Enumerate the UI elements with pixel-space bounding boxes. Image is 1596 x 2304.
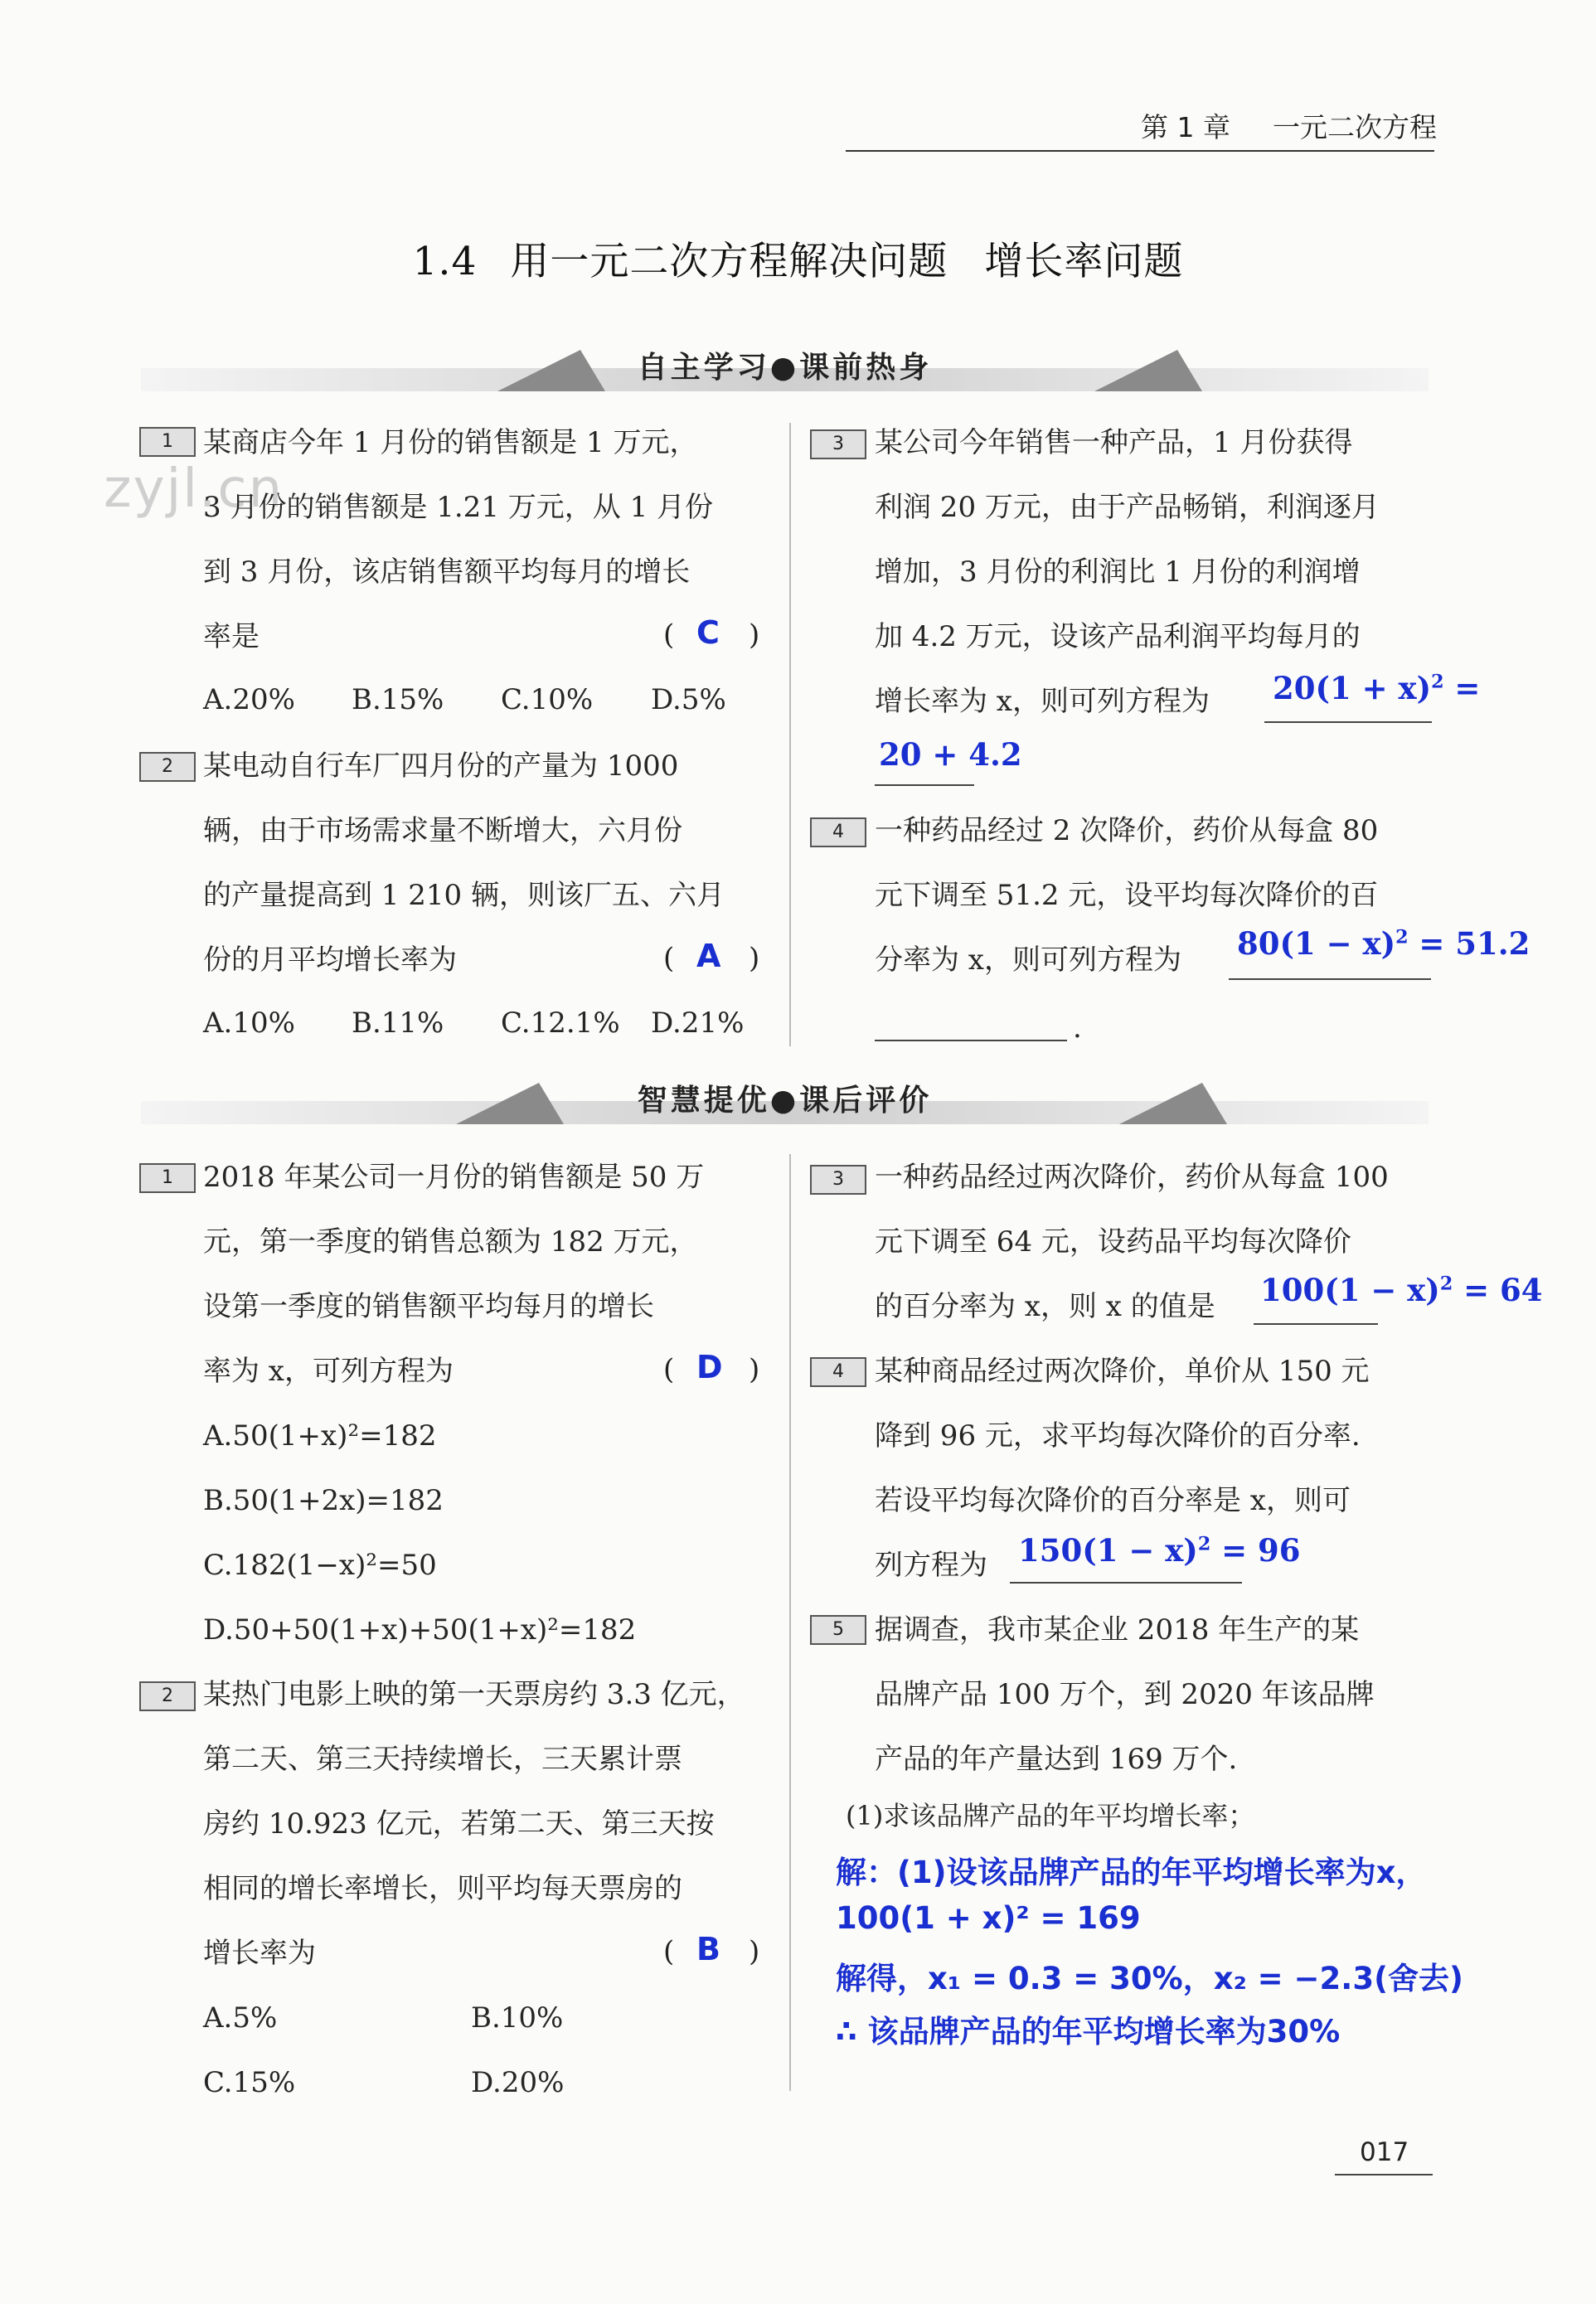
question-text: 辆，由于市场需求量不断增大，六月份 [203, 814, 682, 847]
question-text: 元下调至 51.2 元，设平均每次降价的百 [875, 879, 1379, 912]
answer-bracket: ( [663, 942, 675, 975]
handwritten-equation: 20 + 4.2 [879, 736, 1022, 773]
question-text: 产品的年产量达到 169 万个. [875, 1743, 1238, 1776]
column-divider-bottom [789, 1154, 791, 2091]
question-text: 增长率为 x，则可列方程为 [875, 685, 1210, 718]
question-text: 列方程为 [875, 1549, 987, 1582]
option: D.5% [651, 683, 726, 716]
sentence-end: . [1073, 1011, 1082, 1045]
handwritten-choice: D [696, 1349, 723, 1385]
question-text: 若设平均每次降价的百分率是 x，则可 [875, 1484, 1351, 1517]
question-text: 分率为 x，则可列方程为 [875, 943, 1181, 977]
section-title [0, 230, 1596, 286]
answer-bracket: ( [663, 1353, 675, 1386]
answer-blank [1264, 721, 1432, 723]
chapter-header [1141, 106, 1437, 145]
question-number: 2 [139, 1681, 196, 1711]
page-number-rule [1335, 2174, 1433, 2175]
question-number: 3 [810, 1165, 866, 1195]
question-text: 某公司今年销售一种产品，1 月份获得 [875, 426, 1353, 459]
option: B.10% [471, 2001, 564, 2035]
question-text: 品牌产品 100 万个，到 2020 年该品牌 [875, 1678, 1375, 1711]
handwritten-equation: $20(1 + x)^2$ = [1273, 670, 1481, 706]
option: D.21% [651, 1006, 745, 1040]
watermark: zyjl.cn [104, 458, 284, 520]
question-text: 一种药品经过 2 次降价，药价从每盒 80 [875, 814, 1379, 847]
question-text: 元下调至 64 元，设药品平均每次降价 [875, 1225, 1351, 1259]
question-text: 利润 20 万元，由于产品畅销，利润逐月 [875, 491, 1380, 524]
question-text: 率是 [203, 620, 260, 653]
question-text: 据调查，我市某企业 2018 年生产的某 [875, 1613, 1360, 1647]
handwritten-solution-line: 100(1 + x)² = 169 [836, 1900, 1141, 1936]
question-text: 份的月平均增长率为 [203, 943, 457, 977]
option: B.50(1+2x)=182 [203, 1484, 444, 1517]
question-text: 加 4.2 万元，设该产品利润平均每月的 [875, 620, 1361, 653]
answer-blank [1010, 1582, 1242, 1584]
question-text: 设第一季度的销售额平均每月的增长 [203, 1290, 654, 1323]
section-title-main: 用一元二次方程解决问题 [510, 239, 948, 284]
option: C.12.1% [501, 1006, 620, 1040]
handwritten-equation: $100(1 - x)^2 = 64$ [1260, 1272, 1543, 1308]
option: A.20% [203, 683, 295, 716]
answer-bracket: ) [749, 1935, 760, 1968]
question-number: 1 [139, 1163, 196, 1193]
banner-pre-class [141, 335, 1429, 401]
question-text: 2018 年某公司一月份的销售额是 50 万 [203, 1161, 705, 1194]
question-text: 增加，3 月份的利润比 1 月份的利润增 [875, 555, 1361, 589]
question-text: 率为 x，可列方程为 [203, 1355, 454, 1388]
question-text: 一种药品经过两次降价，药价从每盒 100 [875, 1161, 1389, 1194]
question-text: 增长率为 [203, 1937, 316, 1970]
chapter-title: 一元二次方程 [1273, 111, 1437, 143]
option: A.50(1+x)²=182 [203, 1419, 437, 1453]
option: D.20% [471, 2066, 565, 2099]
answer-bracket: ( [663, 618, 675, 652]
banner-post-class [141, 1068, 1429, 1134]
option: C.10% [501, 683, 594, 716]
question-text: 相同的增长率增长，则平均每天票房的 [203, 1872, 682, 1905]
question-number: 2 [139, 752, 196, 782]
question-text: 到 3 月份，该店销售额平均每月的增长 [203, 555, 691, 589]
question-text: 第二天、第三天持续增长，三天累计票 [203, 1743, 682, 1776]
option: D.50+50(1+x)+50(1+x)²=182 [203, 1613, 637, 1647]
question-text: 某电动自行车厂四月份的产量为 1000 [203, 749, 679, 783]
question-text: 元，第一季度的销售总额为 182 万元， [203, 1225, 698, 1259]
handwritten-equation: $150(1 - x)^2 = 96$ [1018, 1532, 1301, 1569]
answer-blank [875, 784, 974, 786]
question-subpart: (1)求该品牌产品的年平均增长率； [846, 1800, 1255, 1831]
question-number: 3 [810, 429, 866, 459]
handwritten-choice: A [696, 938, 721, 974]
handwritten-choice: B [696, 1931, 720, 1967]
question-text: 某种商品经过两次降价，单价从 150 元 [875, 1355, 1370, 1388]
handwritten-solution-line: 解得，x₁ = 0.3 = 30%，x₂ = −2.3(舍去) [836, 1961, 1463, 1996]
answer-bracket: ) [749, 1353, 760, 1386]
answer-blank [1229, 978, 1431, 980]
option: B.11% [352, 1006, 444, 1040]
handwritten-equation: $80(1 - x)^2 = 51.2$ [1237, 925, 1531, 962]
question-text: 的产量提高到 1 210 辆，则该厂五、六月 [203, 879, 725, 912]
answer-bracket: ) [749, 942, 760, 975]
question-number: 5 [810, 1615, 866, 1645]
answer-bracket: ( [663, 1935, 675, 1968]
page-number: 017 [1360, 2137, 1409, 2167]
handwritten-solution-line: ∴ 该品牌产品的年平均增长率为30% [836, 2014, 1341, 2049]
banner-pre-label: 自主学习●课前热身 [637, 351, 933, 385]
question-number: 1 [139, 427, 196, 457]
handwritten-choice: C [696, 614, 720, 651]
question-number: 4 [810, 817, 866, 847]
banner-post-label: 智慧提优●课后评价 [637, 1084, 933, 1118]
question-text: 的百分率为 x，则 x 的值是 [875, 1290, 1215, 1323]
option: A.5% [203, 2001, 278, 2035]
answer-bracket: ) [749, 618, 760, 652]
answer-blank [875, 1040, 1067, 1041]
section-title-sub: 增长率问题 [984, 239, 1184, 284]
question-text: 某热门电影上映的第一天票房约 3.3 亿元， [203, 1678, 745, 1711]
chapter-number: 第 1 章 [1141, 111, 1230, 143]
option: C.15% [203, 2066, 296, 2099]
question-number: 4 [810, 1357, 866, 1387]
option: B.15% [352, 683, 444, 716]
question-text: 降到 96 元，求平均每次降价的百分率. [875, 1419, 1361, 1453]
handwritten-solution-line: 解：(1)设该品牌产品的年平均增长率为x， [836, 1855, 1427, 1890]
question-text: 房约 10.923 亿元，若第二天、第三天按 [203, 1807, 715, 1841]
option: C.182(1−x)²=50 [203, 1549, 437, 1582]
option: A.10% [203, 1006, 295, 1040]
column-divider-top [789, 423, 791, 1046]
answer-blank [1254, 1323, 1378, 1325]
question-text: 某商店今年 1 月份的销售额是 1 万元， [203, 426, 698, 459]
question-text: 3 月份的销售额是 1.21 万元，从 1 月份 [203, 491, 714, 524]
section-number: 1.4 [412, 239, 478, 284]
header-rule [846, 150, 1434, 152]
